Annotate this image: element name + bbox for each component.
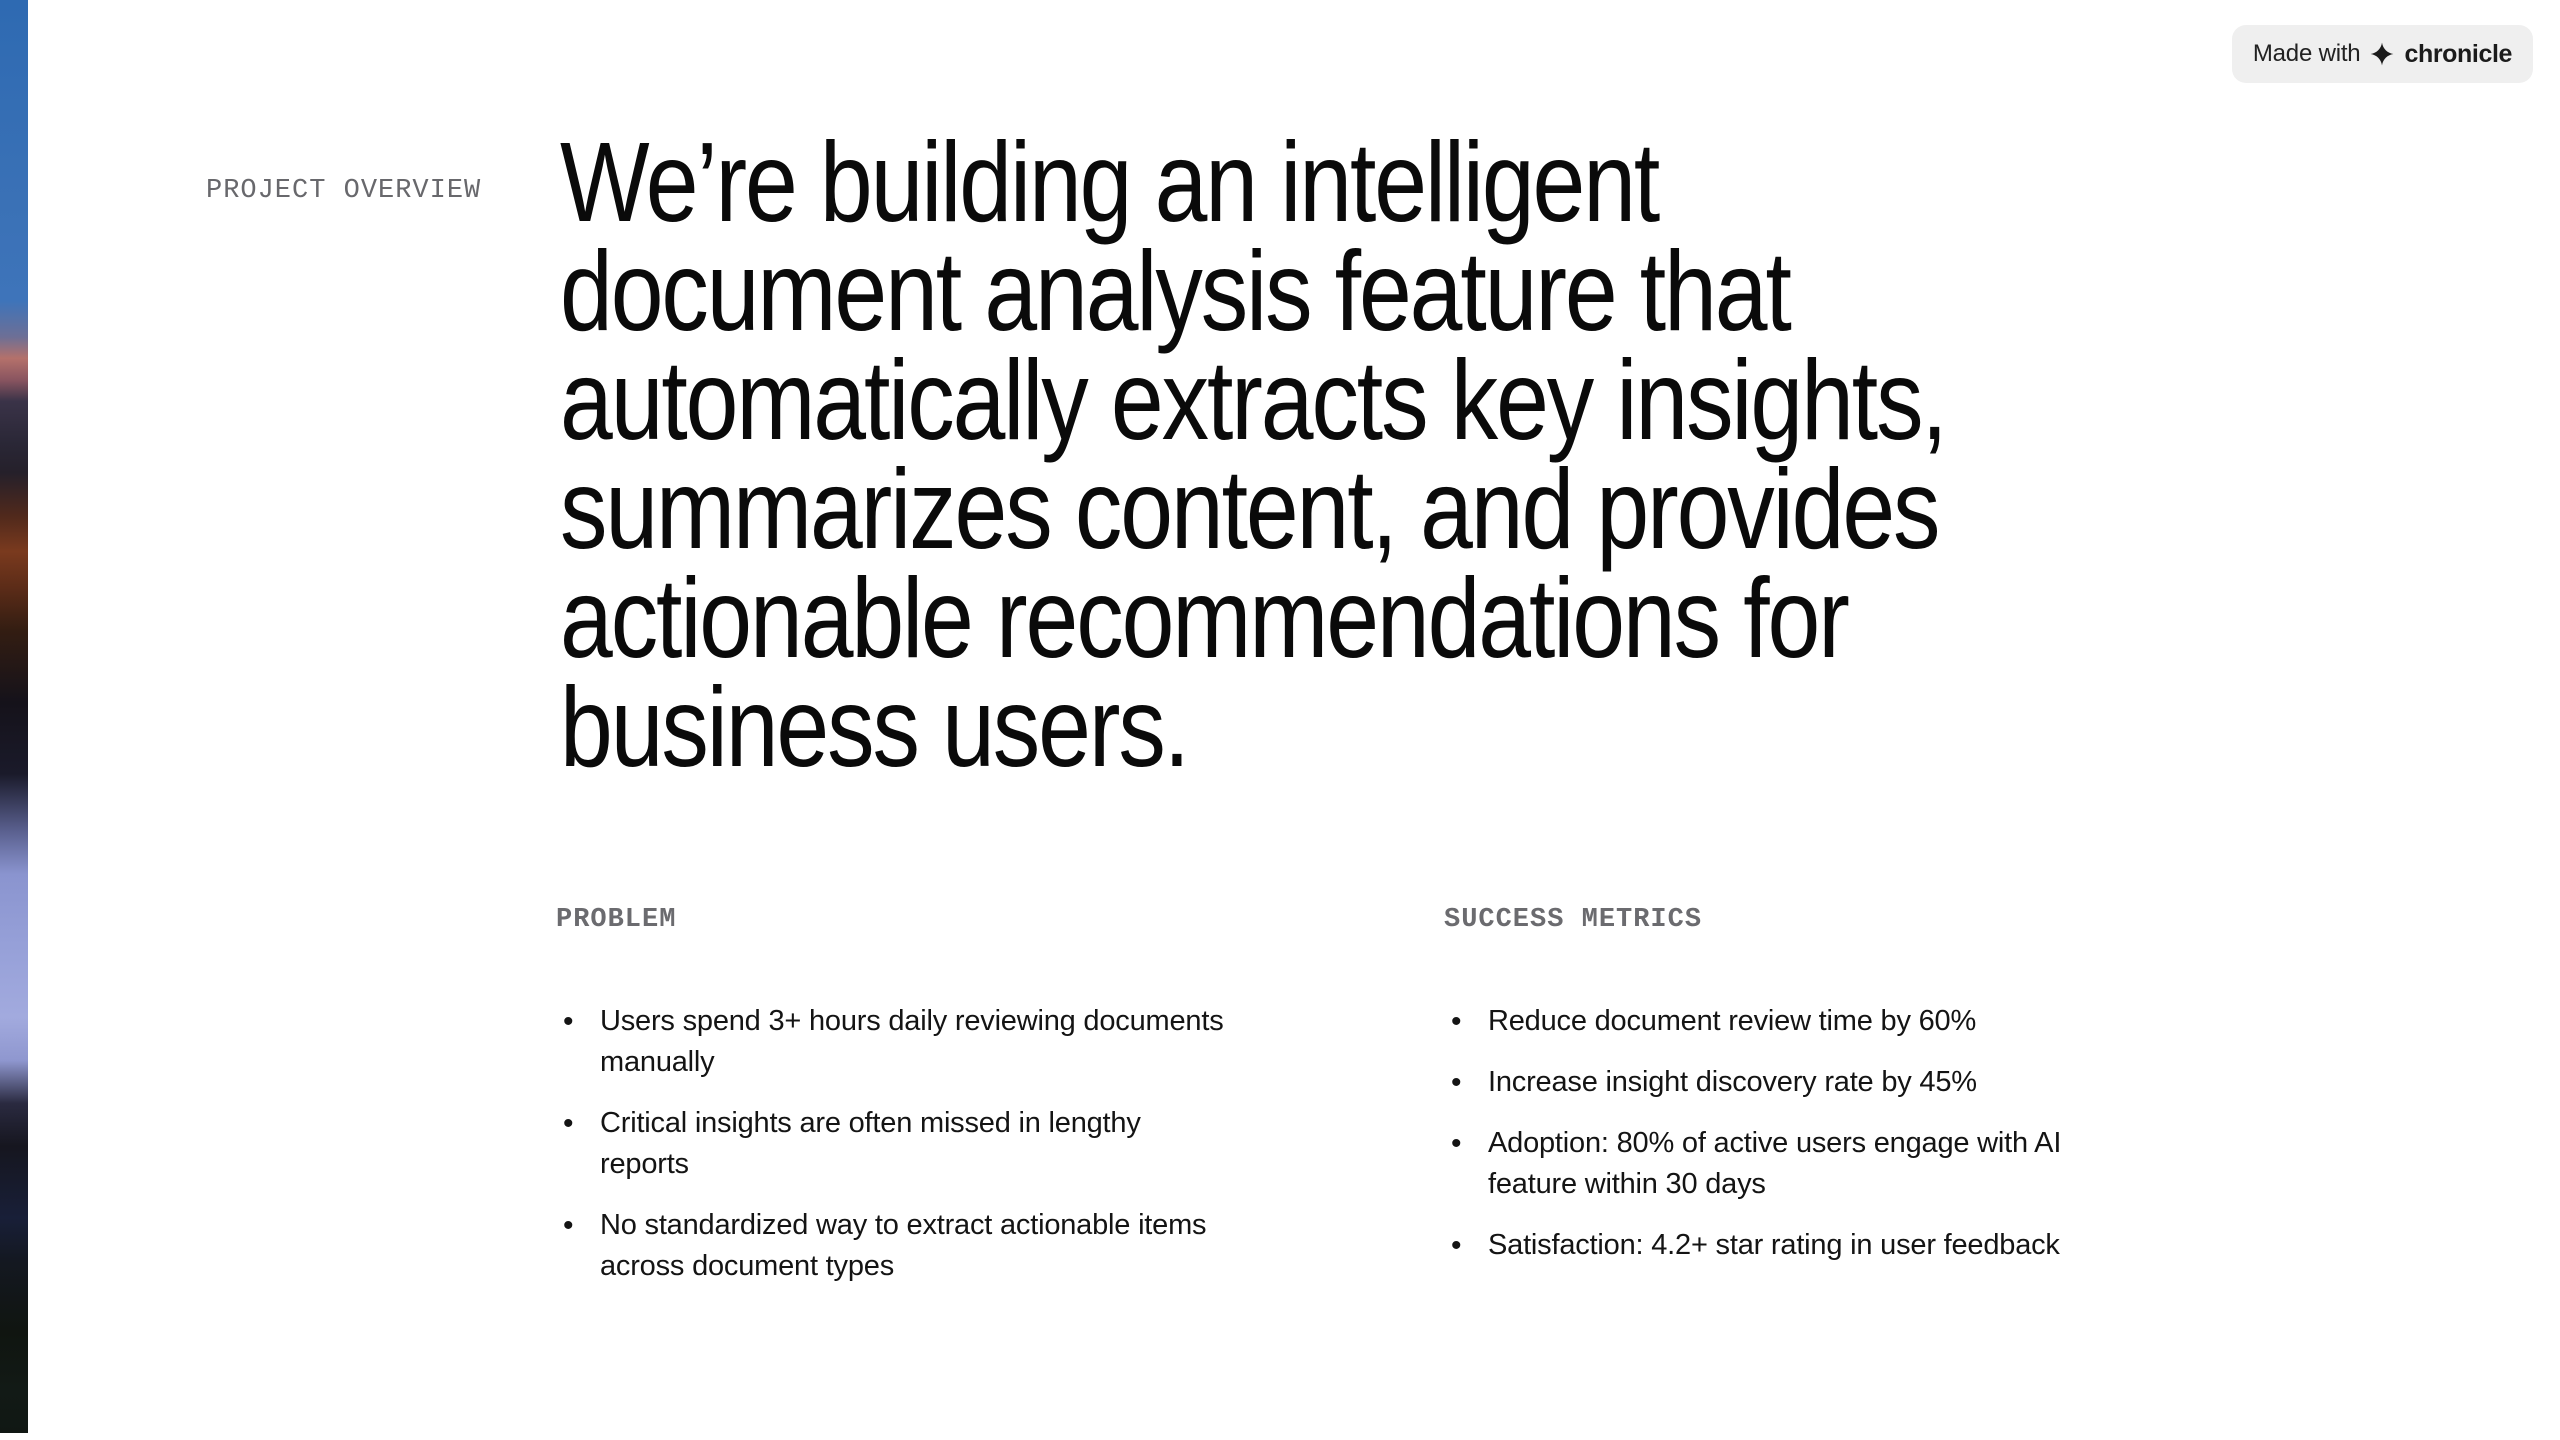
headline-line: business users. — [560, 664, 1188, 790]
success-metrics-bullet: • Satisfaction: 4.2+ star rating in user feedback — [1444, 1225, 2150, 1266]
headline-line: summarizes content, and provides — [560, 446, 1939, 572]
chronicle-logo-icon — [2369, 41, 2395, 67]
page-title-eyebrow: PROJECT OVERVIEW — [206, 176, 482, 206]
problem-bullet: • Critical insights are often missed in lengthy reports — [556, 1103, 1228, 1185]
success-metrics-column — [1444, 905, 2150, 1286]
headline-line: actionable recommendations for — [560, 555, 1848, 681]
problem-heading: PROBLEM — [556, 905, 677, 935]
headline-line: document analysis feature that — [560, 228, 1790, 354]
side-photo-strip — [0, 0, 28, 1433]
success-metrics-bullet: • Reduce document review time by 60% — [1444, 1001, 2150, 1042]
problem-bullet-list — [556, 1001, 1228, 1287]
made-with-chronicle-badge[interactable] — [2232, 25, 2533, 83]
headline-line: We’re building an intelligent — [560, 119, 1659, 245]
headline — [560, 119, 2341, 790]
headline-line: automatically extracts key insights, — [560, 337, 1946, 463]
success-metrics-heading: SUCCESS METRICS — [1444, 905, 1703, 935]
problem-column — [556, 905, 1228, 1307]
badge-label: Made with — [2252, 40, 2361, 67]
success-metrics-bullet: • Adoption: 80% of active users engage with AI feature within 30 days — [1444, 1123, 2150, 1205]
success-metrics-bullet: • Increase insight discovery rate by 45% — [1444, 1062, 2150, 1103]
success-metrics-bullet-list — [1444, 1001, 2150, 1266]
badge-brand-name: chronicle — [2404, 39, 2512, 68]
problem-bullet: • Users spend 3+ hours daily reviewing documents manually — [556, 1001, 1228, 1083]
problem-bullet: • No standardized way to extract actionable items across document types — [556, 1205, 1228, 1287]
